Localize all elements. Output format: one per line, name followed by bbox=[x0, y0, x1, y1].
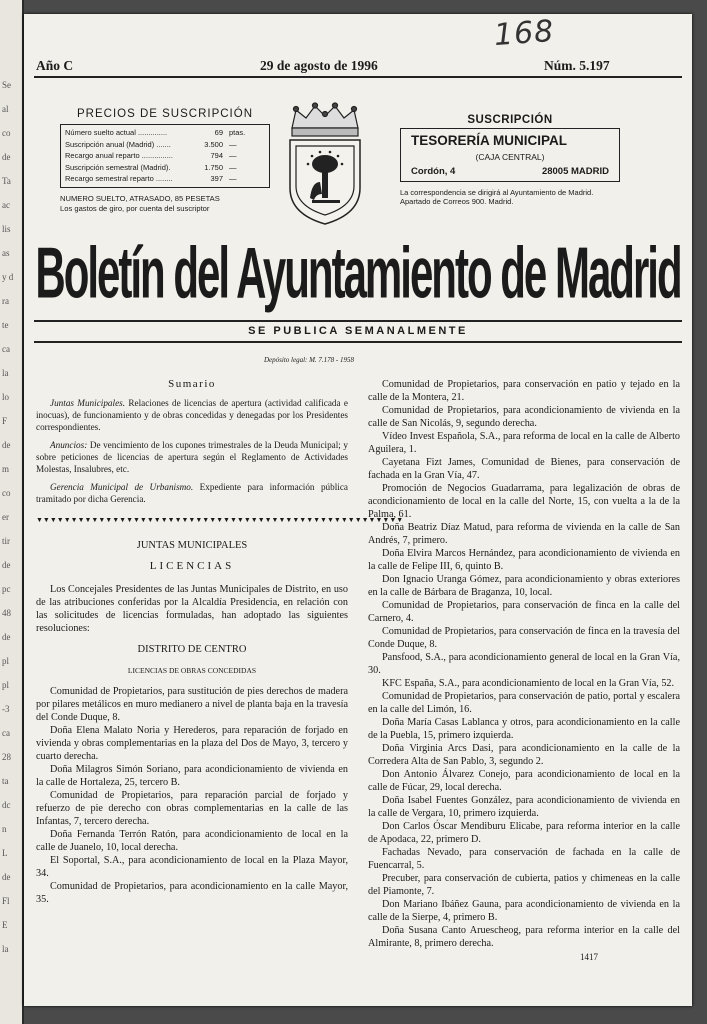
price-label: Recargo semestral reparto ........ bbox=[65, 174, 173, 184]
header-number: Núm. 5.197 bbox=[544, 58, 610, 73]
previous-page-text-fragment: ta bbox=[2, 776, 9, 786]
previous-page-text-fragment: de bbox=[2, 152, 11, 162]
price-label: Suscripción semestral (Madrid). bbox=[65, 162, 171, 172]
address-street: Cordón, 4 bbox=[411, 166, 456, 177]
price-amount: 397 bbox=[210, 174, 223, 184]
right-column bbox=[368, 378, 680, 950]
licence-entry: Comunidad de Propietarios, para reparación parcial de forjado y refuerzo de pie derecho con obras complementarias en la calle de las Infantas, 7, tercero derecha. bbox=[36, 790, 348, 827]
price-currency: ptas. bbox=[229, 128, 246, 137]
licence-entry: Don Carlos Óscar Mendiburu Elicabe, para reforma interior en la calle de Apodaca, 22, primero D. bbox=[368, 821, 680, 845]
prices-title: PRECIOS DE SUSCRIPCIÓN bbox=[77, 108, 253, 120]
section-heading-juntas: JUNTAS MUNICIPALES bbox=[136, 540, 248, 551]
header-year: Año C bbox=[36, 58, 74, 73]
licence-entry: Don Ignacio Uranga Gómez, para acondicionamiento y obras exteriores en la calle de Bárbara de Braganza, 10, local. bbox=[368, 574, 680, 598]
licence-entry: Don Mariano Ibáñez Gauna, para acondicionamiento de vivienda en la calle de la Sierpe, 4, primero B. bbox=[368, 899, 680, 923]
licence-entry: Comunidad de Propietarios, para conservación de patio, portal y escalera en la calle del Limón, 16. bbox=[368, 691, 680, 715]
previous-page-text-fragment: co bbox=[2, 128, 11, 138]
previous-page-text-fragment: lis bbox=[2, 224, 11, 234]
subscription-address bbox=[411, 166, 609, 177]
previous-page-text-fragment: 28 bbox=[2, 752, 11, 762]
price-label: Número suelto actual .............. bbox=[65, 128, 168, 137]
madrid-coat-of-arms-icon bbox=[282, 102, 368, 226]
licence-entry: Doña Elvira Marcos Hernández, para acondicionamiento de vivienda en la calle de Felipe III, 6, quinto B. bbox=[368, 548, 680, 572]
previous-page-text-fragment: de bbox=[2, 440, 11, 450]
summary-item bbox=[36, 397, 348, 433]
licence-entry: Comunidad de Propietarios, para sustitución de pies derechos de madera por pilares metálicos en muro medianero a nivel de planta baja en la travesía del Conde Duque, 8. bbox=[36, 686, 349, 723]
document-page bbox=[24, 14, 692, 1006]
previous-page-text-fragment: L bbox=[2, 848, 8, 858]
price-row bbox=[65, 139, 265, 151]
previous-page-text-fragment: te bbox=[2, 320, 9, 330]
section-heading-licencias: LICENCIAS bbox=[149, 560, 235, 572]
licence-entry: Comunidad de Propietarios, para acondicionamiento de vivienda en la calle de San Nicolás, 9, segundo derecha. bbox=[368, 405, 680, 429]
address-city: 28005 MADRID bbox=[541, 166, 609, 177]
licence-entry: Pansfood, S.A., para acondicionamiento general de local en la Gran Vía, 30. bbox=[368, 652, 680, 676]
summary-item-text: Expediente para información pública tramitado por dicha Gerencia. bbox=[36, 482, 348, 504]
previous-page-text-fragment: dc bbox=[2, 800, 11, 810]
summary-section bbox=[36, 378, 348, 505]
licence-entry: Doña Elena Malato Noria y Herederos, para reparación de forjado en vivienda y obras complementarias en la plaza del Dos de Mayo, 3, tercero y cuarto derecha. bbox=[36, 725, 348, 762]
licence-entry: Doña Isabel Fuentes González, para acondicionamiento de vivienda en la calle de Vergara, 10, primero izquierda. bbox=[368, 795, 680, 819]
central-cashier: (CAJA CENTRAL) bbox=[475, 152, 545, 162]
previous-page-text-fragment: lo bbox=[2, 392, 10, 402]
summary-title: Sumario bbox=[168, 378, 216, 390]
previous-page-text-fragment: ca bbox=[2, 728, 10, 738]
previous-page-text-fragment: Fl bbox=[2, 896, 10, 906]
prices-note-back-issue: NUMERO SUELTO, ATRASADO, 85 PESETAS bbox=[60, 193, 220, 203]
subscription-title: SUSCRIPCIÓN bbox=[467, 114, 553, 126]
licence-entry: Doña Susana Canto Aruescheog, para reforma interior en la calle del Almirante, 8, primero derecha. bbox=[368, 925, 680, 949]
price-row bbox=[65, 173, 265, 185]
price-row bbox=[65, 127, 265, 139]
decorative-divider: ▼▼▼▼▼▼▼▼▼▼▼▼▼▼▼▼▼▼▼▼▼▼▼▼▼▼▼▼▼▼▼▼▼▼▼▼▼▼▼▼▼▼▼▼▼▼▼▼▼▼▼▼▼ bbox=[36, 516, 404, 524]
price-row bbox=[65, 150, 265, 162]
previous-page-text-fragment: F bbox=[2, 416, 8, 426]
previous-page-text-fragment: 48 bbox=[2, 608, 11, 618]
licence-entry: Doña María Casas Lablanca y otros, para acondicionamiento en la calle de la Puebla, 15, primero izquierda. bbox=[368, 717, 680, 741]
licence-entry: Promoción de Negocios Guadarrama, para legalización de obras de acondicionamiento de local en la calle del Norte, 15, con vuelta a la de la Palma, 61. bbox=[368, 483, 680, 520]
summary-item-label: Gerencia Municipal de Urbanismo. bbox=[50, 482, 194, 492]
previous-page-text-fragment: E bbox=[2, 920, 8, 930]
subscription-block bbox=[400, 114, 620, 206]
previous-page-text-fragment: -3 bbox=[2, 704, 10, 714]
masthead-rule-bottom bbox=[34, 341, 682, 343]
header-date: 29 de agosto de 1996 bbox=[260, 58, 378, 73]
masthead-rule-top bbox=[34, 320, 682, 322]
price-currency: — bbox=[229, 139, 237, 149]
previous-page-text-fragment: m bbox=[2, 464, 10, 474]
previous-page-text-fragment: as bbox=[2, 248, 10, 258]
licence-entry: Comunidad de Propietarios, para acondicionamiento en la calle Mayor, 35. bbox=[36, 881, 348, 905]
previous-page-text-fragment: la bbox=[2, 368, 9, 378]
price-currency: — bbox=[229, 162, 237, 172]
summary-item-text: Relaciones de licencias de apertura (actividad calificada e inocuas), de funcionamiento y de obras concedidas y denegadas por los Presidentes correspondientes. bbox=[36, 398, 348, 432]
previous-page-text-fragment: er bbox=[2, 512, 9, 522]
correspondence-note: La correspondencia se dirigirá al Ayuntamiento de Madrid. Apartado de Correos 900. Madrid. bbox=[400, 188, 594, 206]
price-amount: 3.500 bbox=[204, 139, 223, 149]
works-licences-heading: LICENCIAS DE OBRAS CONCEDIDAS bbox=[127, 666, 257, 675]
previous-page-text-fragment: de bbox=[2, 632, 11, 642]
summary-item-text: De vencimiento de los cupones trimestrales de la Deuda Municipal; y sobre peticiones de licencias de apertura según el Reglamento de Actividades Molestas, Insalubres, etc. bbox=[36, 440, 349, 474]
section-intro: Los Concejales Presidentes de las Juntas Municipales de Distrito, en uso de las atribuciones conferidas por la Alcaldía Presidencia, en relación con las solicitudes de licencias formuladas, han adoptado las siguientes resoluciones: bbox=[36, 584, 348, 634]
treasury-name: TESORERÍA MUNICIPAL bbox=[411, 133, 568, 148]
previous-page-text-fragment: n bbox=[2, 824, 7, 834]
legal-deposit: Depósito legal: M. 7.178 - 1958 bbox=[264, 356, 355, 364]
licence-entry: Doña Fernanda Terrón Ratón, para acondicionamiento de local en la calle de Juanelo, 10, local derecha. bbox=[36, 829, 348, 853]
price-label: Recargo anual reparto ............... bbox=[65, 151, 173, 161]
district-heading: DISTRITO DE CENTRO bbox=[137, 644, 247, 655]
previous-page-text-fragment: Ta bbox=[2, 176, 11, 186]
previous-page-text-fragment: y d bbox=[2, 272, 14, 282]
header-rule bbox=[34, 76, 682, 78]
price-label: Suscripción anual (Madrid) ....... bbox=[65, 139, 171, 149]
subscription-address-box bbox=[400, 128, 620, 182]
licence-entry: Precuber, para conservación de cubierta, patios y chimeneas en la calle del Piamonte, 7. bbox=[368, 873, 680, 897]
price-amount: 69 bbox=[214, 128, 223, 137]
licence-entry: Comunidad de Propietarios, para conservación en patio y tejado en la calle de la Montera, 21. bbox=[368, 379, 680, 403]
summary-item-label: Anuncios: bbox=[50, 440, 88, 450]
price-currency: — bbox=[229, 174, 237, 184]
prices-block bbox=[60, 108, 270, 214]
licence-entry: Don Antonio Álvarez Conejo, para acondicionamiento de local en la calle de Fúcar, 29, local derecha. bbox=[368, 769, 680, 793]
price-currency: — bbox=[229, 151, 237, 161]
previous-page-text-fragment: Se bbox=[2, 80, 11, 90]
prices-note-fees: Los gastos de giro, por cuenta del suscriptor bbox=[60, 203, 210, 213]
previous-page-text-fragment: ra bbox=[2, 296, 9, 306]
price-amount: 794 bbox=[210, 151, 223, 161]
previous-page-text-fragment: tir bbox=[2, 536, 10, 546]
weekly-subtitle: SE PUBLICA SEMANALMENTE bbox=[248, 325, 468, 337]
previous-page-text-fragment: co bbox=[2, 488, 11, 498]
licence-entry: Doña Virginia Arcs Dasi, para acondicionamiento en la calle de la Corredera Alta de San Pablo, 3, segundo 2. bbox=[368, 743, 680, 767]
left-column bbox=[36, 378, 404, 906]
price-amount: 1.750 bbox=[204, 162, 223, 172]
previous-page-text-fragment: ac bbox=[2, 200, 10, 210]
licence-entry: El Soportal, S.A., para acondicionamiento de local en la Plaza Mayor, 34. bbox=[36, 855, 348, 879]
masthead-title: Boletín del Ayuntamiento de Madrid bbox=[35, 232, 681, 313]
previous-page-text-fragment: pl bbox=[2, 656, 10, 666]
page-number: 1417 bbox=[580, 952, 598, 962]
previous-page-text-fragment: la bbox=[2, 944, 9, 954]
previous-page-text-fragment: pl bbox=[2, 680, 10, 690]
price-row bbox=[65, 162, 265, 174]
previous-page-text-fragment: pc bbox=[2, 584, 11, 594]
licence-entry: Fachadas Nevado, para conservación de fachada en la calle de Fuencarral, 5. bbox=[368, 847, 680, 871]
previous-page-text-fragment: ca bbox=[2, 344, 10, 354]
licence-entry: Comunidad de Propietarios, para conservación de finca en la travesía del Conde Duque, 8. bbox=[368, 626, 680, 650]
prices-table bbox=[60, 124, 270, 188]
previous-page-text-fragment: al bbox=[2, 104, 9, 114]
summary-item bbox=[36, 481, 348, 505]
summary-item bbox=[36, 439, 348, 475]
licence-entry: KFC España, S.A., para acondicionamiento de local en la Gran Vía, 52. bbox=[382, 678, 675, 689]
handwritten-page-annotation: 168 bbox=[492, 13, 556, 54]
licence-entry: Doña Milagros Simón Soriano, para acondicionamiento de vivienda en la calle de Hortaleza, 25, tercero B. bbox=[36, 764, 348, 788]
licence-entry: Doña Beatriz Díaz Matud, para reforma de vivienda en la calle de San Andrés, 7, primero. bbox=[368, 522, 680, 546]
previous-page-text-fragment: de bbox=[2, 872, 11, 882]
licence-entry: Vídeo Invest Española, S.A., para reforma de local en la calle de Alberto Aguilera, 1. bbox=[368, 431, 680, 455]
previous-page-text-fragment: de bbox=[2, 560, 11, 570]
previous-page-edge bbox=[0, 0, 24, 1024]
summary-item-label: Juntas Municipales. bbox=[50, 398, 126, 408]
licence-entry: Comunidad de Propietarios, para conservación de finca en la calle del Carnero, 4. bbox=[368, 600, 680, 624]
licence-entry: Cayetana Fizt James, Comunidad de Bienes, para conservación de fachada en la Gran Vía, 47. bbox=[368, 457, 680, 481]
